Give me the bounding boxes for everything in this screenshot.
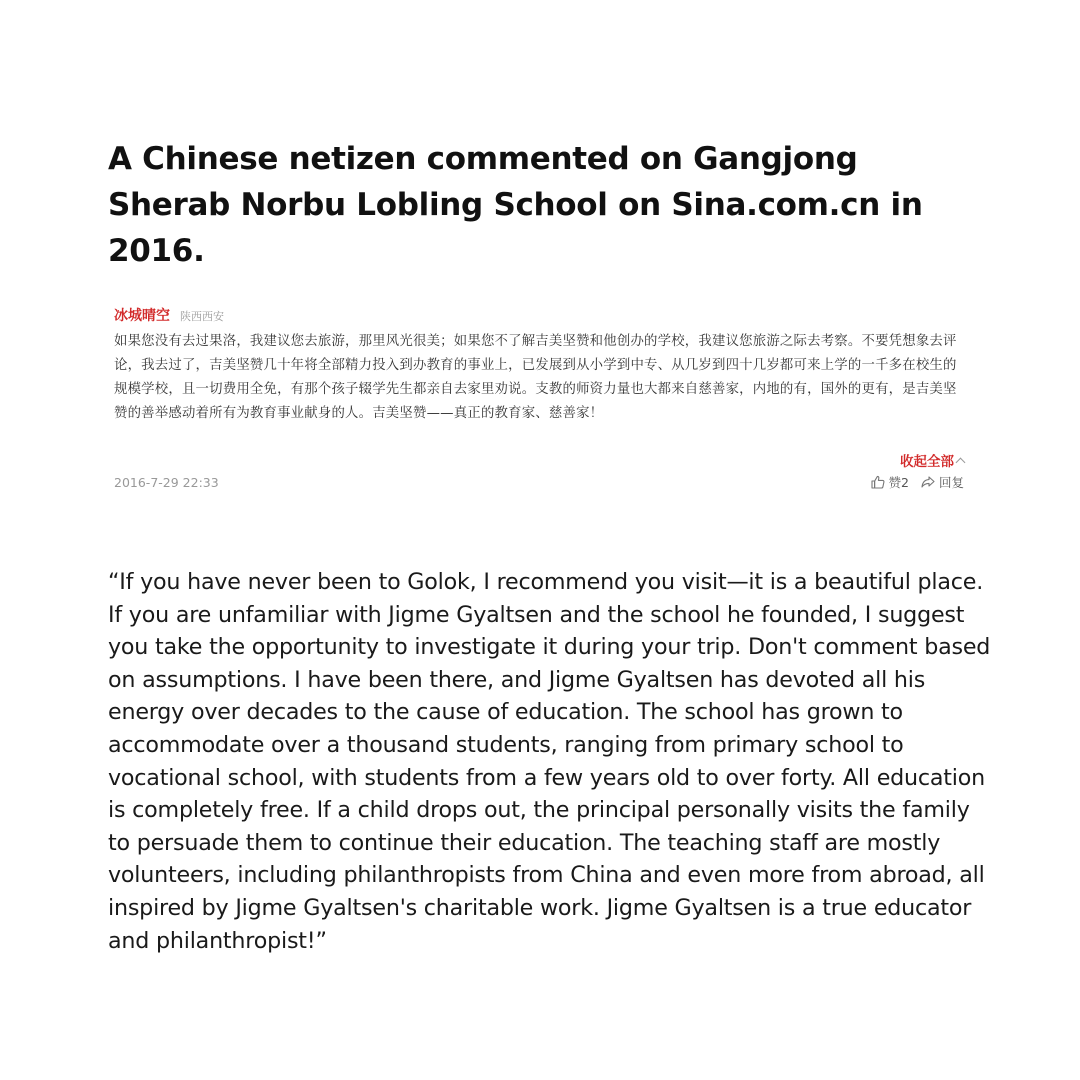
- like-count: 赞2: [888, 475, 909, 490]
- thumbs-up-icon: [871, 475, 885, 489]
- comment-actions: [871, 473, 964, 491]
- comment-card: [108, 300, 972, 500]
- headline: A Chinese netizen commented on Gangjong Sherab Norbu Lobling School on Sina.com.cn in 2016.: [108, 141, 923, 269]
- reply-button[interactable]: [921, 473, 964, 491]
- reply-label: 回复: [938, 475, 964, 490]
- comment-header: [114, 305, 224, 325]
- chevron-up-icon: [956, 457, 966, 467]
- comment-username[interactable]: 冰城晴空: [114, 308, 170, 324]
- comment-timestamp: 2016-7-29 22:33: [114, 475, 219, 490]
- comment-body: 如果您没有去过果洛，我建议您去旅游，那里风光很美；如果您不了解吉美坚赞和他创办的学校，我建议您旅游之际去考察。不要凭想象去评论，我去过了，吉美坚赞几十年将全部精力投入到办教育的事业上，已发展到从小学到中专、从几岁到四十几岁都可来上学的一千多在校生的规模学校，且一切费用全免，有那个孩子辍学先生都亲自去家里劝说。支教的师资力量也大都来自慈善家，内地的有，国外的更有，是吉美坚赞的善举感动着所有为教育事业献身的人。吉美坚赞——真正的教育家、慈善家！: [114, 334, 957, 421]
- reply-arrow-icon: [921, 475, 935, 489]
- like-button[interactable]: [871, 473, 909, 491]
- comment-location: 陕西西安: [180, 310, 224, 323]
- collapse-all-label: 收起全部: [900, 454, 954, 470]
- collapse-all-button[interactable]: [900, 450, 964, 470]
- translation-quote: “If you have never been to Golok, I recommend you visit—it is a beautiful place. If you are unfamiliar with Jigme Gyaltsen and the school he founded, I suggest you take the opportunity to investigate it during your trip. Don't comment based on assumptions. I have been there, and Jigme Gyaltsen has devoted all his energy over decades to the cause of education. The school has grown to accommodate over a thousand students, ranging from primary school to vocational school, with students from a few years old to over forty. All education is completely free. If a child drops out, the principal personally visits the family to persuade them to continue their education. The teaching staff are mostly volunteers, including philanthropists from China and even more from abroad, all inspired by Jigme Gyaltsen's charitable work. Jigme Gyaltsen is a true educator and philanthropist!”: [108, 569, 991, 954]
